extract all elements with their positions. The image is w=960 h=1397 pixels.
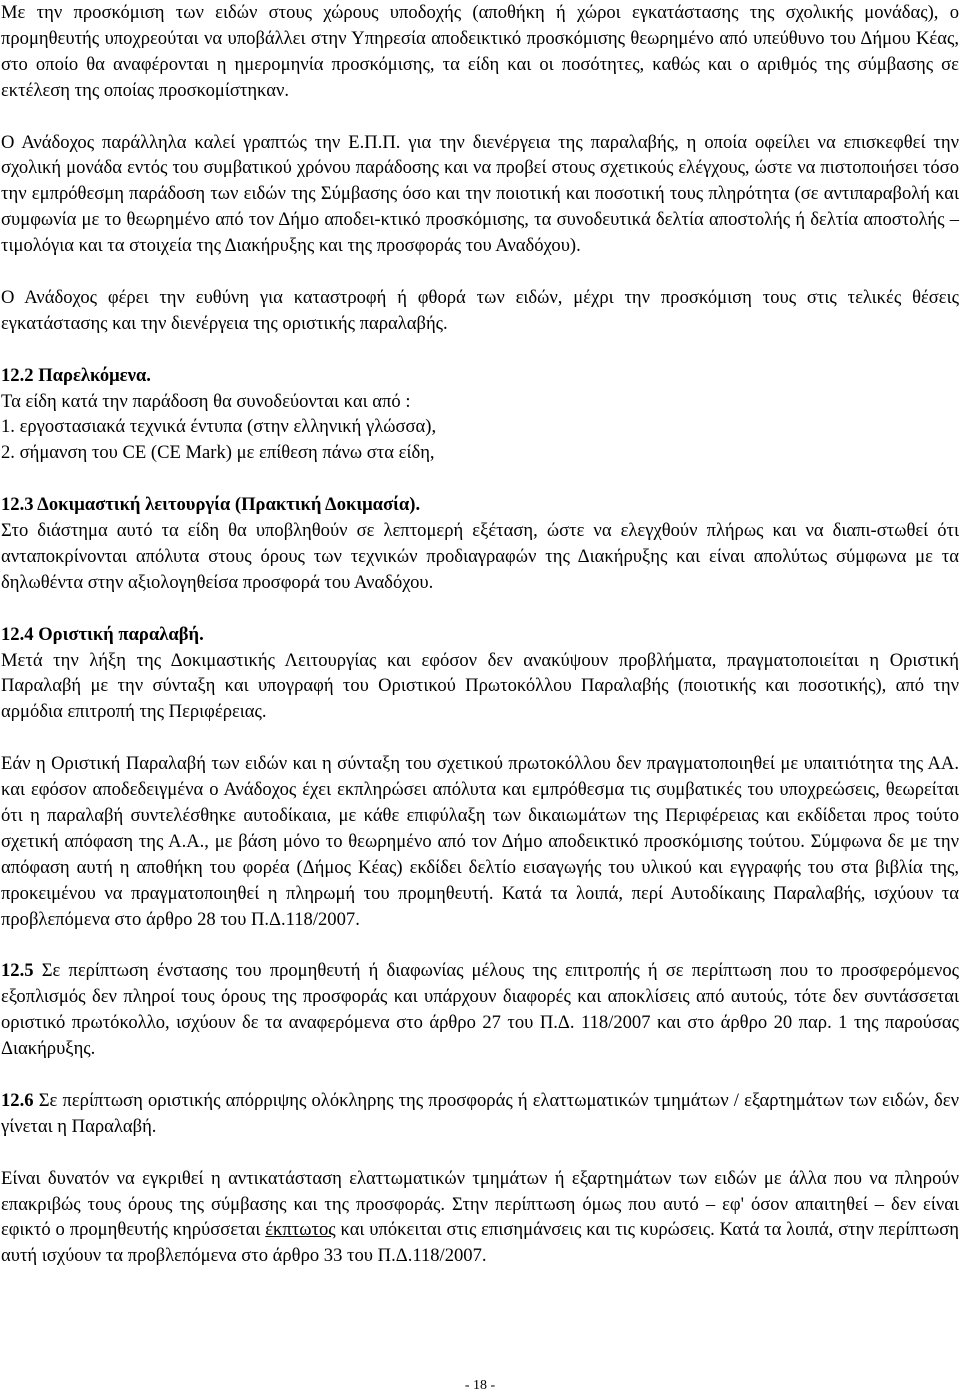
section-12-6 [1, 1088, 959, 1140]
section-12-3 [1, 492, 959, 596]
underlined-term: έκπτωτος [265, 1219, 336, 1241]
section-12-5 [1, 958, 959, 1062]
section-heading: 12.4 Οριστική παραλαβή. [1, 623, 204, 645]
paragraph-contractor-liability [1, 285, 959, 337]
paragraph-text: Ο Ανάδοχος φέρει την ευθύνη για καταστροφή ή φθορά των ειδών, μέχρι την προσκόμιση τους στις τελικές θέσεις εγκατάστασης και την διενέργεια της οριστικής παραλαβής. [1, 286, 959, 334]
section-intro: Τα είδη κατά την παράδοση θα συνοδεύονται και από : [1, 390, 411, 412]
paragraph-automatic-acceptance [1, 751, 959, 932]
list-item: 2. σήμανση του CE (CE Mark) με επίθεση πάνω στα είδη, [1, 442, 435, 464]
page-footer [0, 1377, 960, 1395]
section-number: 12.6 [1, 1089, 34, 1111]
list-item: 1. εργοστασιακά τεχνικά έντυπα (στην ελληνική γλώσσα), [1, 416, 437, 438]
paragraph-text: Εάν η Οριστική Παραλαβή των ειδών και η σύνταξη του σχετικού πρωτοκόλλου δεν πραγματοποιηθεί με υπαιτιότητα της ΑΑ. και εφόσον αποδεδειγμένα ο Ανάδοχος έχει εκπληρώσει απόλυτα και εμπρόθεσμα τις συμβατικές του υποχρεώσεις, θεωρείται ότι η παραλαβή συντελέσθηκε αυτοδίκαια, με κάθε επιφύλαξη των δικαιωμάτων της Περιφέρειας και εκδίδεται προς τούτο σχετική απόφαση της Α.Α., με βάση μόνο το θεωρημένο από τον Δήμο αποδεικτικό προσκόμισης τούτου. Σύμφωνα δε με την απόφαση αυτή η αποθήκη του φορέα (Δήμος Κέας) εκδίδει δελτίο εισαγωγής του υλικού και εγγραφής του στα βιβλία της, προκειμένου να πραγματοποιηθεί η πληρωμή του προμηθευτή. Κατά τα λοιπά, περί Αυτοδίκαιης Παραλαβής, ισχύουν τα προβλεπόμενα στο άρθρο 28 του Π.Δ.118/2007. [1, 753, 959, 930]
section-12-4 [1, 622, 959, 726]
section-text: Σε περίπτωση ένστασης του προμηθευτή ή διαφωνίας μέλους της επιτροπής ή σε περίπτωση που το προσφερόμενος εξοπλισμός δεν πληροί τους όρους της προσφοράς και υπάρχουν διαφορές και αποκλίσεις από αυτούς, τότε δεν συντάσσεται οριστικό πρωτόκολλο, ισχύουν δε τα αναφερόμενα στο άρθρο 27 του Π.Δ. 118/2007 και στο άρθρο 20 παρ. 1 της παρούσας Διακήρυξης. [1, 960, 959, 1060]
section-heading: 12.3 Δοκιμαστική λειτουργία (Πρακτική Δοκιμασία). [1, 494, 421, 516]
paragraph-delivery-proof [1, 0, 959, 104]
paragraph-text: και υπόκειται στις επισημάνσεις και τις κυρώσεις. Κατά τα λοιπά, στην περίπτωση αυτή ισχύουν τα προβλεπόμενα στο άρθρο 33 του Π.Δ.118/2007. [1, 1219, 959, 1267]
section-number: 12.5 [1, 960, 34, 982]
section-text: Σε περίπτωση οριστικής απόρριψης ολόκληρης της προσφοράς ή ελαττωματικών τμημάτων / εξαρτημάτων των ειδών, δεν γίνεται η Παραλαβή. [1, 1089, 959, 1137]
document-page [1, 0, 959, 1269]
section-12-2 [1, 363, 959, 467]
paragraph-acceptance-committee [1, 130, 959, 260]
paragraph-replacement [1, 1166, 959, 1270]
page-number: - 18 - [464, 1378, 496, 1393]
paragraph-text: Με την προσκόμιση των ειδών στους χώρους υποδοχής (αποθήκη ή χώροι εγκατάστασης της σχολικής μονάδας), ο προμηθευτής υποχρεούται να υποβάλλει στην Υπηρεσία αποδεικτικό προσκόμισης θεωρημένο από υπεύθυνο του Δήμου Κέας, στο οποίο θα αναφέρονται η ημερομηνία προσκόμισης, τα είδη και οι ποσότητες, καθώς και ο αριθμός της σύμβασης σε εκτέλεση της οποίας προσκομίστηκαν. [1, 2, 959, 101]
section-text: Μετά την λήξη της Δοκιμαστικής Λειτουργίας και εφόσον δεν ανακύψουν προβλήματα, πραγματοποιείται η Οριστική Παραλαβή με την σύνταξη και υπογραφή του Οριστικού Πρωτοκόλλου Παραλαβής (ποιοτικής και ποσοτικής), από την αρμόδια επιτροπή της Περιφέρειας. [1, 649, 959, 723]
section-heading: 12.2 Παρελκόμενα. [1, 364, 151, 386]
section-text: Στο διάστημα αυτό τα είδη θα υποβληθούν σε λεπτομερή εξέταση, ώστε να ελεγχθούν πλήρως και να διαπι-στωθεί ότι ανταποκρίνονται απόλυτα στους όρους των τεχνικών προδιαγραφών της Διακήρυξης και είναι απολύτως σύμφωνα με τα δηλωθέντα στην αξιολογηθείσα προσφορά του Αναδόχου. [1, 520, 959, 593]
paragraph-text: Ο Ανάδοχος παράλληλα καλεί γραπτώς την Ε.Π.Π. για την διενέργεια της παραλαβής, η οποία οφείλει να επισκεφθεί την σχολική μονάδα εντός του συμβατικού χρόνου παράδοσης και να προβεί στους σχετικούς ελέγχους, ώστε να πιστοποιήσει τόσο την εμπρόθεσμη παράδοση των ειδών της Σύμβασης όσο και την ποιοτική και ποσοτική τους πληρότητα (σε αντιπαραβολή και συμφωνία με το θεωρημένο από τον Δήμο αποδει-κτικό προσκόμισης, τα συνοδευτικά δελτία αποστολής ή δελτία αποστολής – τιμολόγια και τα στοιχεία της Διακήρυξης και της προσφοράς του Αναδόχου). [1, 131, 959, 257]
paragraph-text: Είναι δυνατόν να εγκριθεί η αντικατάσταση ελαττωματικών τμημάτων ή εξαρτημάτων των ειδών με άλλα που να πληρούν επακριβώς τους όρους της σύμβασης και της προσφοράς. Στην περίπτωση όμως που αυτό – εφ' όσον απαιτηθεί – δεν είναι εφικτό ο προμηθευτής κηρύσσεται [1, 1167, 959, 1241]
